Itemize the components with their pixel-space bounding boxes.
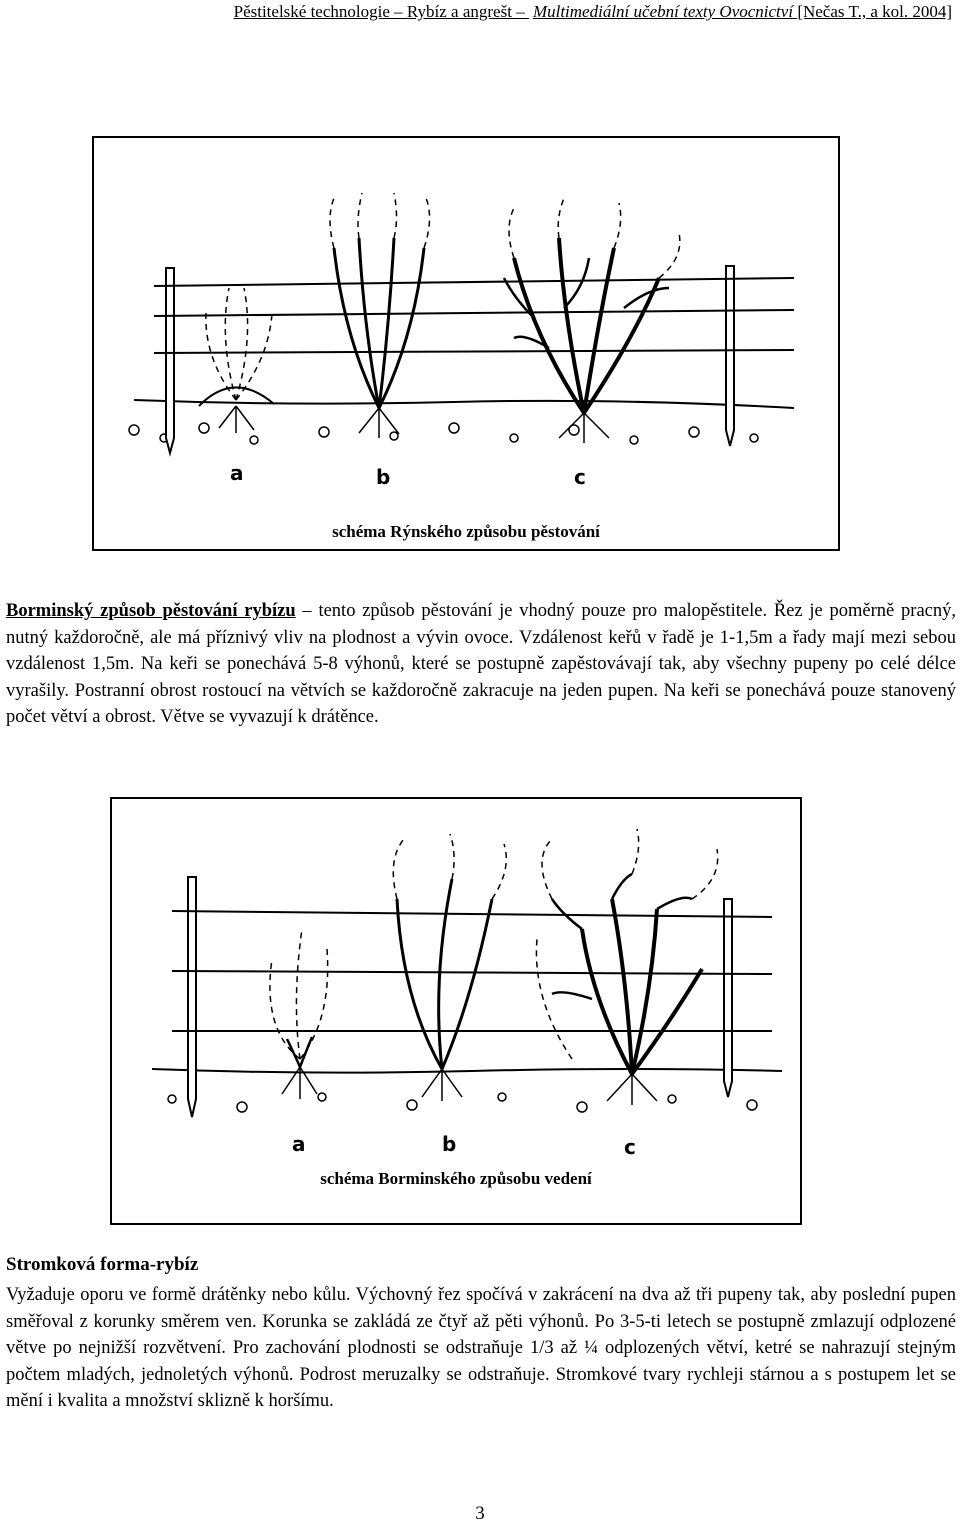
figure1-caption: schéma Rýnského způsobu pěstování (332, 522, 600, 541)
header-series: Multimediální učební texty Ovocnictví (532, 2, 794, 21)
rynsky-diagram (94, 138, 838, 549)
section-heading: Stromková forma-rybíz (6, 1254, 199, 1275)
header-title: Pěstitelské technologie – Rybíz a angrešt – (233, 2, 529, 21)
borminsky-term: Borminský způsob pěstování rybízu (6, 601, 296, 621)
figure2-label-c: c (624, 1135, 636, 1159)
figure1-label-b: b (376, 465, 391, 489)
page-number: 3 (475, 1503, 485, 1524)
figure2-label-b: b (442, 1132, 457, 1156)
paragraph-borminsky (6, 598, 956, 731)
figure2-label-a: a (292, 1132, 306, 1156)
figure-borminsky-scheme (110, 797, 802, 1225)
page-header (0, 2, 960, 22)
paragraph-stromkova: Vyžaduje oporu ve formě drátěnky nebo kůlu. Výchovný řez spočívá v zakrácení na dva až tři pupeny tak, aby poslední pupen směřoval z korunky směrem ven. Korunka se zakládá ze čtyř až pěti výhonů. Po 3-5-ti letech se postupně zmlazují odplozené větve po nejnižší rozvětvení. Pro zachování plodnosti se odstraňuje 1/3 až ¼ odplozených větví, ketré se nahrazují stejným počtem mladých, jednoletých výhonů. Podrost meruzalky se odstraňuje. Stromkové tvary rychleji stárnou a s postupem let se mění i kvalita a množství sklizně k horšímu. (6, 1285, 956, 1411)
figure1-label-a: a (230, 461, 244, 485)
figure1-label-c: c (574, 465, 586, 489)
borminsky-text: – tento způsob pěstování je vhodný pouze pro malopěstitele. Řez je poměrně pracný, nutný každoročně, ale má příznivý vliv na plodnost a vývin ovoce. Vzdálenost keřů v řadě je 1-1,5m a řady mají mezi sebou vzdálenost 1,5m. Na keři se ponechává 5-8 výhonů, které se postupně zapěstovávají tak, aby všechny pupeny po celé délce vyrašily. Postranní obrost rostoucí na větvích se každoročně zakracuje na jeden pupen. Na keři se ponechává pouze stanovený počet větví a obrost. Větve se vyvazují k drátěnce. (6, 601, 956, 727)
figure2-caption: schéma Borminského způsobu vedení (320, 1169, 592, 1188)
borminsky-diagram (112, 799, 800, 1223)
header-authors: [Nečas T., a kol. 2004] (793, 2, 952, 21)
figure-rynsky-scheme (92, 136, 840, 551)
